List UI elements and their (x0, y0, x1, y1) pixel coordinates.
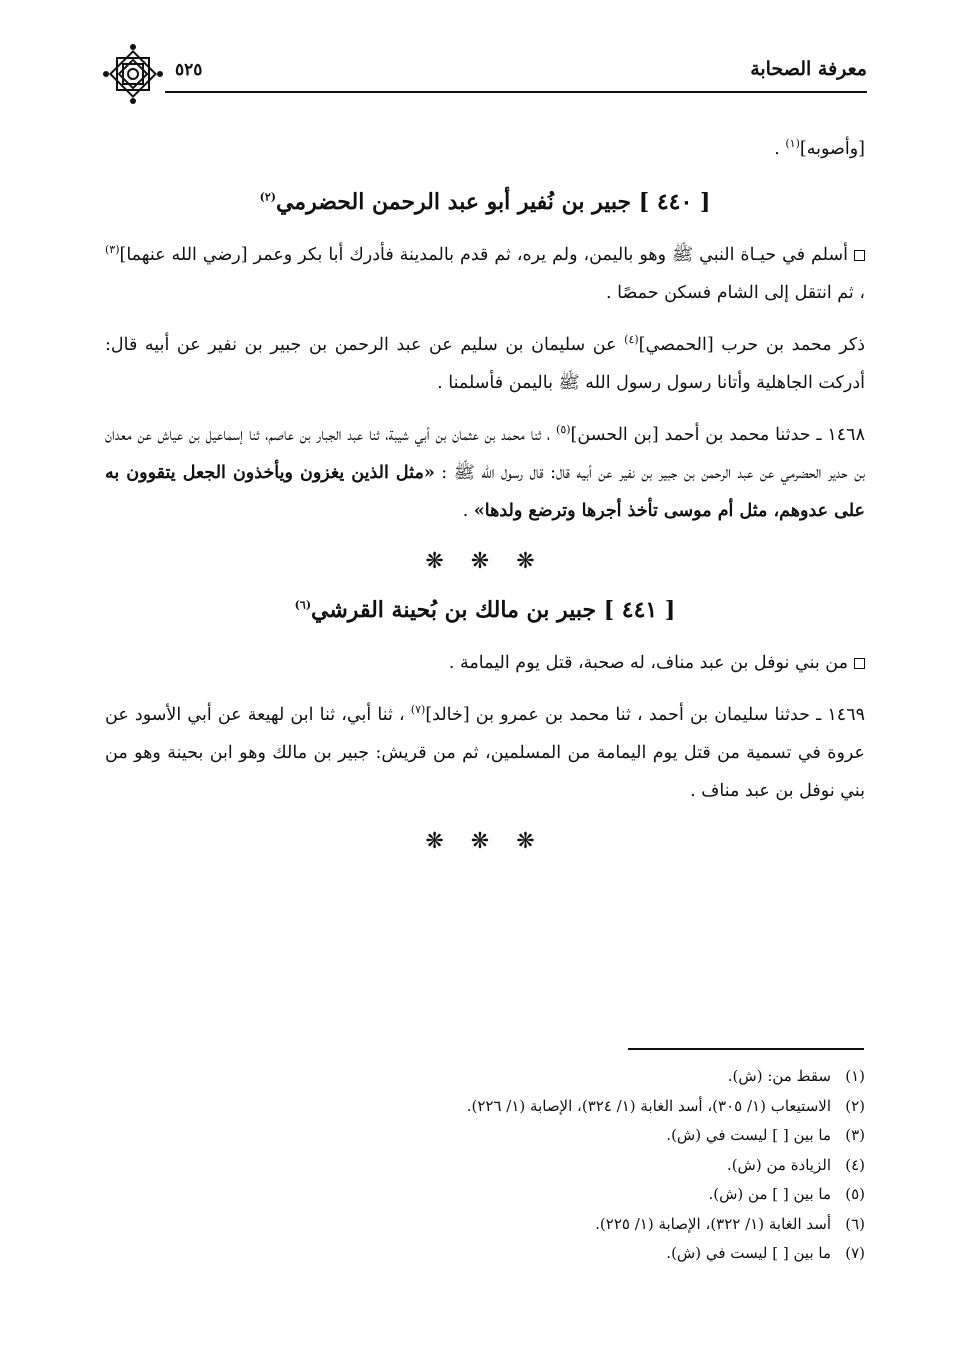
footnote-item (105, 1210, 865, 1240)
footnote-item (105, 1062, 865, 1092)
footnote-ref: (٧) (410, 703, 426, 717)
footnote-ref: (٦) (294, 598, 312, 612)
page-header (103, 52, 867, 96)
octagram-ornament-icon (103, 44, 163, 104)
footnote-text: أسد الغابة (١/ ٣٢٢)، الإصابة (١/ ٢٢٥). (595, 1214, 831, 1233)
footnote-item (105, 1239, 865, 1269)
footnote-number: (٧) (845, 1244, 865, 1262)
entry-heading-440: [ ٤٤٠ ] جبير بن نُفير أبو عبد الرحمن الحضرمي$^{(٢)}$ (259, 189, 711, 215)
footnote-item (105, 1121, 865, 1151)
paragraph-bio-441: من بني نوفل بن عبد مناف، له صحبة، قتل يوم اليمامة . (105, 644, 865, 682)
footnote-ref: (٥) (556, 423, 571, 437)
footnote-ref: (٢) (259, 190, 276, 204)
footnote-ref: (١) (785, 137, 800, 151)
footnote-ref: (٣) (105, 243, 120, 257)
footnote-number: (١) (845, 1067, 865, 1085)
footnote-text: الاستيعاب (١/ ٣٠٥)، أسد الغابة (١/ ٣٢٤)، الإصابة (١/ ٢٢٦). (466, 1096, 831, 1115)
footnotes-list (105, 1062, 865, 1269)
footnote-text: ما بين [ ] ليست في (ش). (666, 1126, 831, 1144)
footnote-number: (٥) (845, 1185, 865, 1203)
main-text (105, 130, 865, 870)
paragraph-continuation: [وأصوبه]$^{(١)}$ . (774, 137, 865, 159)
page-number: ٥٢٥ (175, 60, 203, 80)
footnote-item (105, 1180, 865, 1210)
header-rule (165, 91, 867, 93)
square-bullet-icon (854, 250, 865, 261)
square-bullet-icon (854, 658, 865, 669)
footnote-ref: (٤) (624, 333, 639, 347)
paragraph-narration-440: ذكر محمد بن حرب [الحمصي]$^{(٤)}$ عن سليمان بن سليم عن عبد الرحمن بن جبير بن نفير عن أبيه قال: أدركت الجاهلية وأتانا رسول رسول الله ﷺ باليمن فأسلمنا . (105, 333, 865, 393)
section-divider: ❋ ❋ ❋ (425, 829, 545, 854)
paragraph-bio-440: أسلم في حيـاة النبي ﷺ وهو باليمن، ولم يره، ثم قدم بالمدينة فأدرك أبا بكر وعمر [رضي الله عنهما]$^{(٣)}$ ، ثم انتقل إلى الشام فسكن حمصًا . (105, 243, 865, 303)
footnote-text: ما بين [ ] ليست في (ش). (666, 1244, 831, 1262)
entry-heading-441: [ ٤٤١ ] جبير بن مالك بن بُحينة القرشي$^{(٦)}$ (294, 597, 676, 623)
section-divider: ❋ ❋ ❋ (425, 549, 545, 574)
footnote-number: (٢) (845, 1096, 865, 1115)
running-title: معرفة الصحابة (750, 58, 867, 80)
paragraph-hadith-1468: ١٤٦٨ ـ حدثنا محمد بن أحمد [بن الحسن]$^{(٥)}$ ، ثنا محمد بن عثمان بن أبي شيبة، ثنا عبد الجبار بن عاصم، ثنا إسماعيل بن عياش عن معدان بن حدير الحضرمي عن عبد الرحمن بن جبير بن نفير عن أبيه قال: قال رسول الله ﷺ : «مثل الذين يغزون ويأخذون الجعل يتقوون به على عدوهم، مثل أم موسى تأخذ أجرها وترضع ولدها» . (105, 423, 865, 521)
footnote-number: (٣) (845, 1126, 865, 1144)
footnote-item (105, 1092, 865, 1122)
paragraph-hadith-1469: ١٤٦٩ ـ حدثنا سليمان بن أحمد ، ثنا محمد بن عمرو بن [خالد]$^{(٧)}$ ، ثنا أبي، ثنا ابن لهيعة عن أبي الأسود عن عروة في تسمية من قتل يوم اليمامة من المسلمين، ثم من قريش: جبير بن مالك وهو ابن بحينة وهو من بني نوفل بن عبد مناف . (105, 703, 866, 801)
footnote-text: الزيادة من (ش). (726, 1155, 831, 1174)
footnote-item (105, 1151, 865, 1181)
footnote-number: (٦) (845, 1214, 865, 1233)
footnote-text: سقط من: (ش). (727, 1067, 831, 1085)
footnote-rule (628, 1048, 864, 1050)
footnote-text: ما بين [ ] من (ش). (708, 1185, 831, 1203)
footnote-number: (٤) (845, 1155, 865, 1174)
hadith-text: «مثل الذين يغزون ويأخذون الجعل يتقوون به على عدوهم، مثل أم موسى تأخذ أجرها وترضع ولدها» (105, 463, 865, 521)
